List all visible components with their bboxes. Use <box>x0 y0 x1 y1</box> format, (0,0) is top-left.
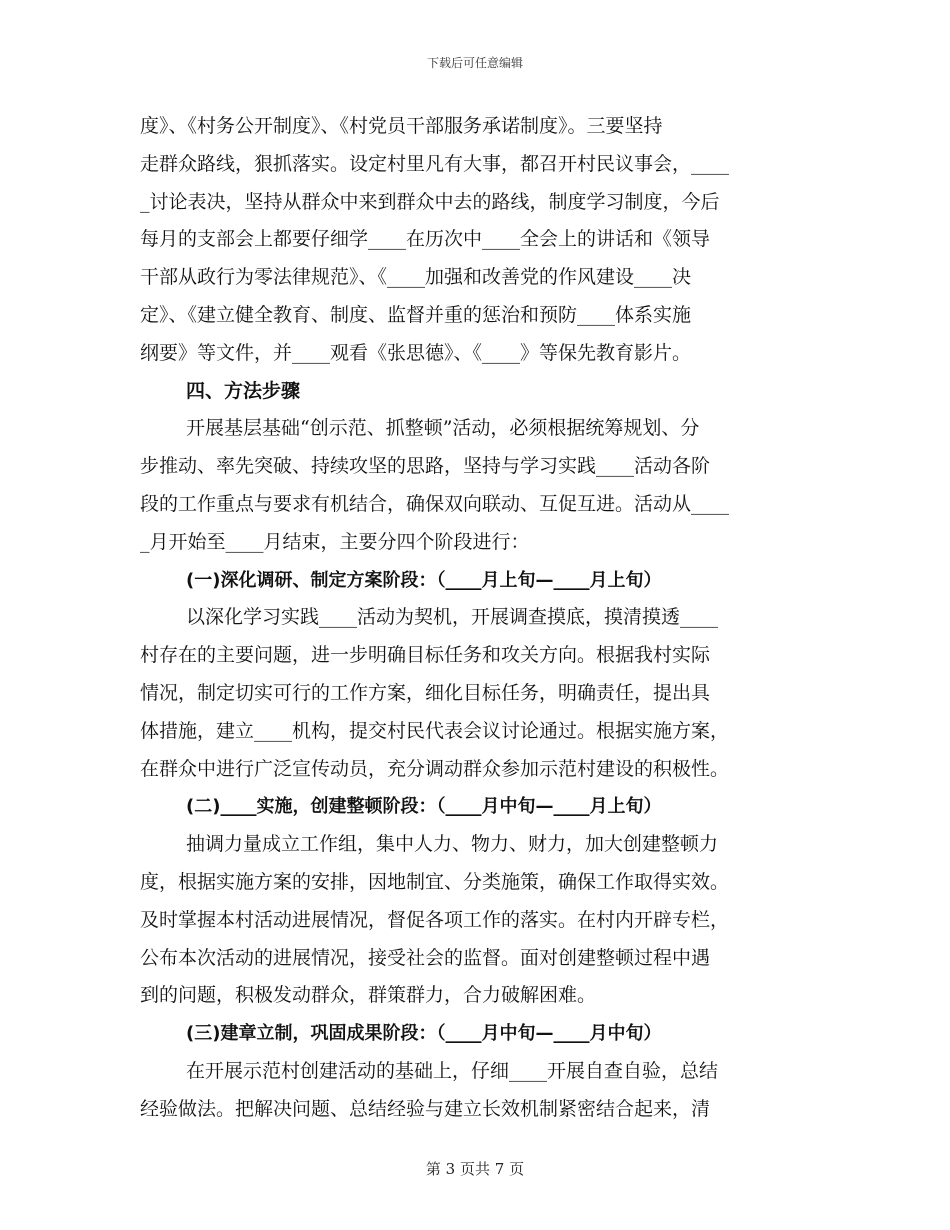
paragraph-first-line: 开展基层基础“创示范、抓整顿”活动，必须根据统筹规划、分 <box>186 417 700 440</box>
section-heading: 四、方法步骤 <box>186 379 301 402</box>
paragraph-line: 段的工作重点与要求有机结合，确保双向联动、互促互进。活动从____ <box>140 492 730 515</box>
paragraph-first-line: 在开展示范村创建活动的基础上，仔细____开展自查自验，总结 <box>186 1059 719 1082</box>
paragraph-line: 公布本次活动的进展情况，接受社会的监督。面对创建整顿过程中遇 <box>140 946 711 969</box>
stage-heading: (二)____实施，创建整顿阶段：（____月中旬—____月上旬） <box>186 796 662 818</box>
paragraph-line: _讨论表决，坚持从群众中来到群众中去的路线，制度学习制度，今后 <box>140 190 720 213</box>
paragraph-line: 村存在的主要问题，进一步明确目标任务和攻关方向。根据我村实际 <box>140 644 711 667</box>
paragraph-line: 干部从政行为零法律规范》、《____加强和改善党的作风建设____决 <box>140 266 692 289</box>
stage-heading: (一)深化调研、制定方案阶段：（____月上旬—____月上旬） <box>186 569 662 591</box>
paragraph-line: 定》、《建立健全教育、制度、监督并重的惩治和预防____体系实施 <box>140 303 692 326</box>
paragraph-first-line: 抽调力量成立工作组，集中人力、物力、财力，加大创建整顿力 <box>186 833 719 856</box>
paragraph-line: _月开始至____月结束，主要分四个阶段进行： <box>140 530 530 553</box>
paragraph-line: 度》、《村务公开制度》、《村党员干部服务承诺制度》。三要坚持 <box>140 115 663 137</box>
paragraph-line: 体措施，建立____机构，提交村民代表会议讨论通过。根据实施方案， <box>140 719 730 742</box>
page-header-note: 下载后可任意编辑 <box>426 56 523 70</box>
document-body <box>140 108 800 1129</box>
paragraph-line: 走群众路线，狠抓落实。设定村里凡有大事，都召开村民议事会，____ <box>140 152 730 175</box>
paragraph-line: 每月的支部会上都要仔细学____在历次中____全会上的讲话和《领导 <box>140 228 711 251</box>
paragraph-line: 及时掌握本村活动进展情况，督促各项工作的落实。在村内开辟专栏， <box>140 908 730 931</box>
paragraph-line: 步推动、率先突破、持续攻坚的思路，坚持与学习实践____活动各阶 <box>140 455 711 478</box>
paragraph-line: 在群众中进行广泛宣传动员，充分调动群众参加示范村建设的积极性。 <box>140 757 730 780</box>
paragraph-line: 情况，制定切实可行的工作方案，细化目标任务，明确责任，提出具 <box>140 681 711 704</box>
paragraph-line: 到的问题，积极发动群众，群策群力，合力破解困难。 <box>140 984 597 1007</box>
paragraph-line: 经验做法。把解决问题、总结经验与建立长效机制紧密结合起来，清 <box>140 1097 711 1120</box>
paragraph-line: 纲要》等文件，并____观看《张思德》、《____》等保先教育影片。 <box>140 341 692 364</box>
paragraph-line: 度，根据实施方案的安排，因地制宜、分类施策，确保工作取得实效。 <box>140 870 730 893</box>
paragraph-first-line: 以深化学习实践____活动为契机，开展调查摸底，摸清摸透____ <box>186 606 719 629</box>
stage-heading: (三)建章立制，巩固成果阶段：（____月中旬—____月中旬） <box>186 1023 662 1045</box>
page-number-footer: 第 3 页共 7 页 <box>425 1160 525 1178</box>
